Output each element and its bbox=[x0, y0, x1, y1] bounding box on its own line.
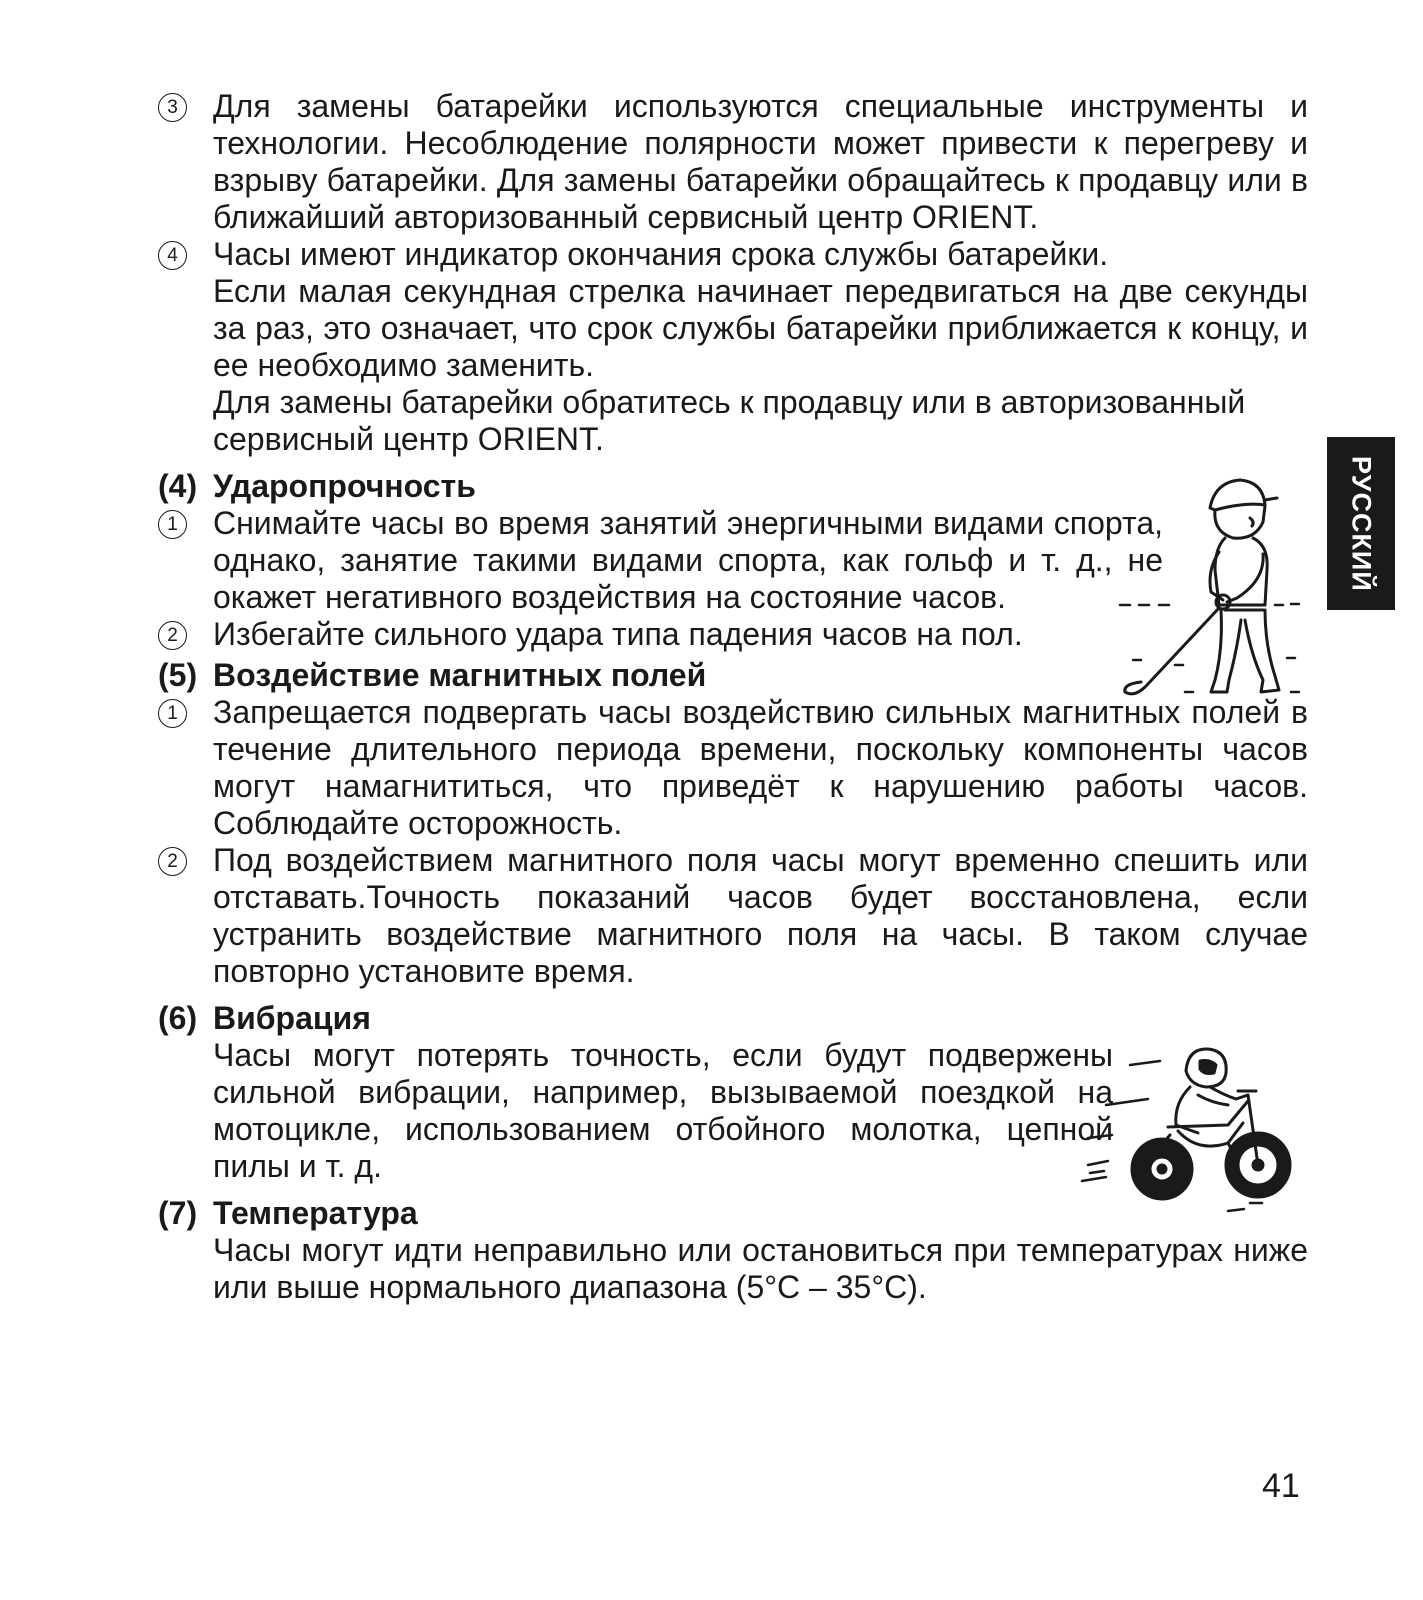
page-number: 41 bbox=[1262, 1467, 1300, 1505]
motorcycle-illustration-icon bbox=[1078, 1043, 1308, 1218]
circled-number: 1 bbox=[158, 699, 187, 728]
shock-item-1 bbox=[158, 505, 1163, 616]
battery-item-3-text: Для замены батарейки используются специальные инструменты и технологии. Несоблюдение полярности может привести к перегреву и взрыву батарейки. Для замены батарейки обращайтесь к продавцу или в ближайший авторизованный сервисный центр ORIENT. bbox=[213, 88, 1308, 235]
battery-item-4 bbox=[158, 236, 1308, 458]
section-title: Ударопрочность bbox=[213, 468, 476, 504]
section-number: (6) bbox=[158, 1000, 198, 1036]
battery-item-3 bbox=[158, 88, 1308, 236]
circled-number: 2 bbox=[158, 621, 187, 650]
circled-number: 4 bbox=[158, 241, 187, 270]
language-label: РУССКИЙ bbox=[1346, 455, 1377, 592]
section-title: Температура bbox=[213, 1195, 418, 1231]
shock-item-1-text: Снимайте часы во время занятий энергичными видами спорта, однако, занятие такими видами спорта, как гольф и т. д., не окажет негативного воздействия на состояние часов. bbox=[213, 505, 1163, 615]
golfer-illustration-icon bbox=[1115, 470, 1310, 710]
battery-item-4-line1: Часы имеют индикатор окончания срока службы батарейки. bbox=[213, 236, 1109, 272]
circled-number: 1 bbox=[158, 510, 187, 539]
vibration-text: Часы могут потерять точность, если будут подвержены сильной вибрации, например, вызываемой поездкой на мотоцикле, использованием отбойного молотка, цепной пилы и т. д. bbox=[213, 1037, 1113, 1184]
shock-item-2-text: Избегайте сильного удара типа падения часов на пол. bbox=[213, 616, 1023, 652]
temperature-text: Часы могут идти неправильно или остановиться при температурах ниже или выше нормального диапазона (5°C – 35°C). bbox=[213, 1232, 1308, 1305]
battery-item-4-para2: Если малая секундная стрелка начинает передвигаться на две секунды за раз, это означает, что срок службы батарейки приближается к концу, и ее необходимо заменить. bbox=[213, 273, 1308, 383]
magnetic-item-1 bbox=[158, 694, 1308, 842]
vibration-heading bbox=[158, 1000, 1308, 1037]
circled-number: 2 bbox=[158, 847, 187, 876]
section-number: (7) bbox=[158, 1195, 198, 1231]
magnetic-item-2 bbox=[158, 842, 1308, 990]
battery-item-4-para3: Для замены батарейки обратитесь к продавцу или в авторизованный сервисный центр ORIENT. bbox=[213, 384, 1246, 457]
section-title: Воздействие магнитных полей bbox=[213, 657, 707, 693]
section-number: (4) bbox=[158, 468, 198, 504]
section-title: Вибрация bbox=[213, 1000, 371, 1036]
language-side-tab bbox=[1327, 437, 1395, 610]
magnetic-item-1-text: Запрещается подвергать часы воздействию сильных магнитных полей в течение длительного периода времени, поскольку компоненты часов могут намагнититься, что приведёт к нарушению работы часов. Соблюдайте осторожность. bbox=[213, 694, 1308, 841]
shock-item-2 bbox=[158, 616, 1163, 653]
section-number: (5) bbox=[158, 657, 198, 693]
circled-number: 3 bbox=[158, 93, 187, 122]
magnetic-item-2-text: Под воздействием магнитного поля часы могут временно спешить или отставать.Точность показаний часов будет восстановлена, если устранить воздействие магнитного поля на часы. В таком случае повторно установите время. bbox=[213, 842, 1308, 989]
